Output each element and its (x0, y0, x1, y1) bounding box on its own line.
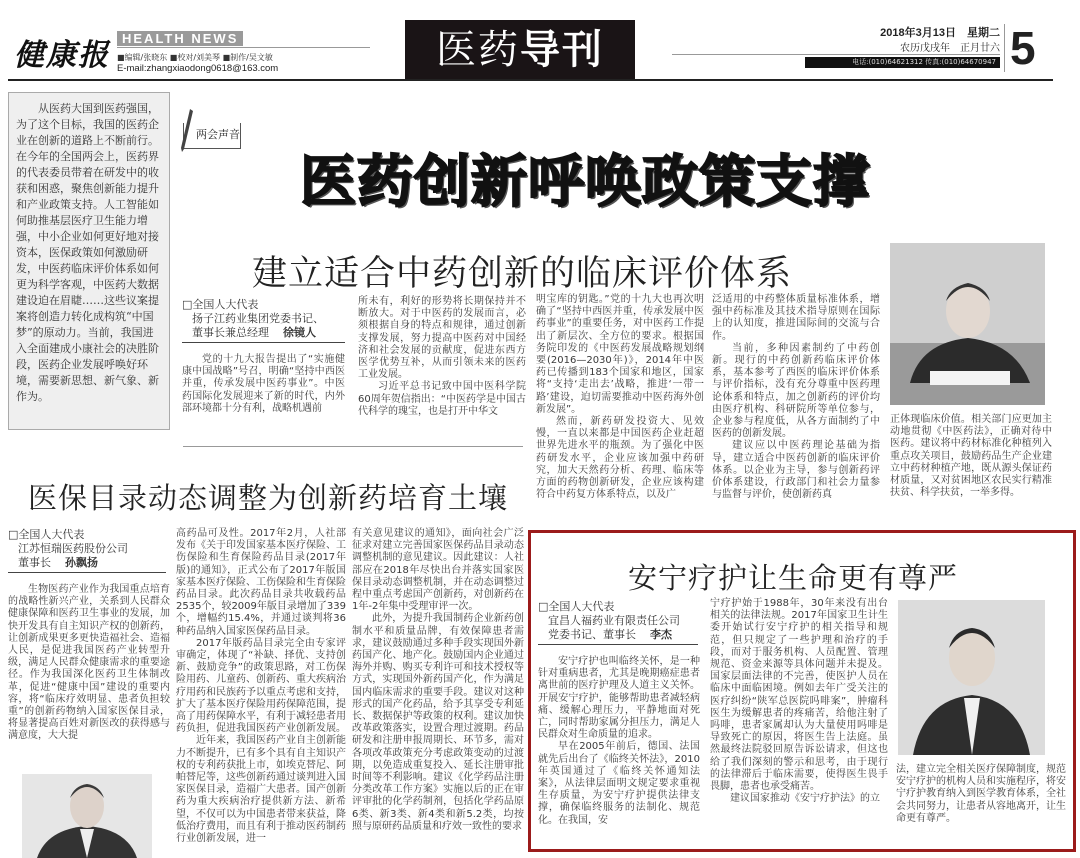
article3-headline: 安宁疗护让生命更有尊严 (628, 561, 959, 595)
byline-title: 党委书记、董事长 (548, 628, 636, 641)
article2-byline (8, 528, 166, 573)
byline-role: □全国人大代表 (538, 600, 615, 613)
byline-org: 扬子江药业集团党委书记、 (192, 312, 324, 325)
byline-org: 江苏恒瑞医药股份公司 (18, 542, 128, 555)
paragraph: 习近平总书记致中国中医科学院60周年贺信指出：“中医药学是中国古代科学的瑰宝，也是打开中华文 (358, 381, 526, 417)
paragraph: 正体现临床价值。相关部门应更加主动地贯彻《中医药法》，正确对待中医药。建议将中药材标准化种植列入重点攻关项目，鼓励药品生产企业建立中药材种植产地，既从源头保证药材质量，又对贫困地区农民实行精准扶贫、科学扶贫，一举多得。 (890, 414, 1052, 499)
newspaper-logo: 健康报 (14, 38, 110, 73)
paragraph: 建议应以中医药理论基础为指导，建立适合中医药创新的临床评价体系。以企业为主导，参与创新药评价体系建设，行政部门和社会力量参与监督与评价，使创新药真 (712, 440, 880, 501)
article3-photo (898, 600, 1045, 755)
byline-name: 李杰 (650, 628, 672, 641)
article1-byline (182, 298, 345, 343)
article2-col3 (352, 528, 524, 833)
paragraph: 泛适用的中药整体质量标准体系，增强中药标准及其技术指导原则在国际上的认知度，推进国际间的交流与合作。 (712, 294, 880, 342)
article3-byline (538, 600, 698, 645)
paragraph: 宁疗护始于1988年，30年来没有出台相关的法律法规。2017年国家卫生计生委开始试行安宁疗护的相关指导和规范，但只规定了一些护理和治疗的手段，而对于服务机构、人员配置、管理规范、资金来源等具体问题并未提及。国家层面法律的不完善，使医护人员在临床中面临困境。例如去年广受关注的医疗纠纷“陕军总医院吗啡案”，肿瘤科医生为缓解患者的疼痛苦，给他注射了吗啡，患者家属却认为大量使用吗啡是导致死亡的原因，将医生告上法庭。虽然最终法院驳回原告诉讼请求，但这也给了我们深刻的警示和思考，由于现行的法律滞后于临床需要，使得医生畏手畏脚，患者也承受痛苦。 (710, 598, 888, 793)
article-divider (183, 446, 523, 447)
portrait-image (898, 600, 1045, 755)
main-headline: 医药创新呼唤政策支撑 (300, 150, 870, 215)
header-rule (8, 79, 1053, 81)
contact-bar: 电话:(010)64621312 传真:(010)64670947 (805, 57, 1000, 68)
health-news-label: HEALTH NEWS (117, 31, 243, 46)
intro-sidebar: 从医药大国到医药强国，为了这个目标，我国的医药企业在创新的道路上不断前行。在今年的全国两会上，医药界的代表委员带着在研发中的收获和困惑，聚焦创新能力提升和产业政策支持。人工智能如何助推基层医疗卫生能力增强，中小企业如何更好地对接资本，医保政策如何激励研发，中医药临床评价体系如何更为科学客观，中医药大数据建设迫在眉睫……这些议案提案将创造力转化成构筑“中国梦”的原动力。当前，我国进入全面建成小康社会的决胜阶段，医药企业发展呼唤好环境，需要新思想、新气象、新作为。 (8, 92, 170, 430)
article1-col1 (182, 354, 345, 415)
byline-role: □全国人大代表 (8, 528, 85, 541)
article1-photo (890, 243, 1045, 405)
issue-date: 2018年3月13日 星期二 (880, 27, 1000, 39)
article1-col5 (890, 414, 1052, 499)
header-divider (117, 47, 370, 48)
editor-email: E-mail:zhangxiaodong0618@163.com (117, 63, 279, 74)
article2-photo (22, 774, 152, 858)
section-title-b: 导刊 (520, 27, 604, 73)
paragraph: 早在2005年前后，德国、法国就先后出台了《临终关怀法》，2010年英国通过了《临终关怀通知法案》，从法律层面明文规定要求重视生存质量，为安宁疗护提供法律支撑，确保临终服务的法制化、规范化。在我国，安 (538, 741, 700, 826)
article1-col4 (712, 294, 880, 501)
paragraph: 2017年版药品目录完全由专家评审确定，体现了“补缺、择优、支持创新、鼓励竞争”的政策思路，对工伤保险用药、儿童药、创新药、重大疾病治疗用药和民族药予以重点考虑和支持，扩大了基本医疗保险用药保障范围，提高了用药保障水平，有利于减轻患者用药负担，促进我国医药产业创新发展。 (176, 637, 346, 735)
paragraph: 当前，多种因素制约了中药创新。现行的中药创新药临床评价体系，基本参考了西医的临床评价体系与评价指标，没有充分尊重中医药理论体系和特点，加之创新药的评价均由医疗机构、科研院所等单位参与，企业参与程度低，从各方面制约了中医药的创新发展。 (712, 342, 880, 440)
byline-title: 董事长 (18, 556, 51, 569)
portrait-image (890, 243, 1045, 405)
article3-col1 (538, 656, 700, 827)
article2-col2 (176, 528, 346, 845)
section-masthead (405, 20, 635, 80)
column-tag (183, 123, 241, 149)
paragraph: 法，建立完全相关医疗保障制度，规范安宁疗护的机构人员和实施程序，将安宁疗护教育纳入到医学教育体系，全社会共同努力，让患者从容地离开，让生命更有尊严。 (896, 764, 1066, 824)
byline-role: □全国人大代表 (182, 298, 259, 311)
editors-credits: ■编辑/张晓东 ■校对/刘美琴 ■制作/吴文敏 (117, 53, 273, 62)
article1-col3 (536, 294, 704, 501)
byline-title: 董事长兼总经理 (192, 326, 269, 339)
column-tag-label: 两会声音 (196, 128, 240, 141)
page-number: 5 (1010, 22, 1036, 74)
article3-col2 (710, 598, 888, 805)
byline-org: 宜昌人福药业有限责任公司 (548, 614, 680, 627)
page-number-divider (1004, 24, 1005, 72)
paragraph: 此外，为提升我国制药企业新药创制水平和质量品牌，有效保障患者需求，建议鼓励通过多种手段实现国外新药国产化、地产化。鼓励国内企业通过海外并购、购买专利许可和技术授权等方式，实现国外新药国产化，作为满足国内临床需求的重要手段。建议对这种形式的国产化药品，给予其享受专利延长、数据保护等政策的权利。建议加快改革政策落实，设置合理过渡期。药品研发和注册申报周期长、环节多，需对各项改革政策充分考虑政策变动的过渡期，以免造成重复投入、延长注册审批时间等不利影响。建议《化学药品注册分类改革工作方案》实施以后的正在审评审批的化学药制剂，包括化学药品原6类、新3类、新4类和新5.2类，均按照与原研药品质量和疗效一致性的要求 (352, 613, 524, 832)
article2-col1 (8, 584, 170, 743)
paragraph: 安宁疗护也叫临终关怀，是一种针对重病患者，尤其是晚期癌症患者离世前的医疗护理及人道主义关怀。开展安宁疗护，能够帮助患者减轻病痛、缓解心理压力，平静地面对死亡，同时帮助家属分担压力，满足人民群众对生命质量的追求。 (538, 656, 700, 741)
paragraph: 然而，新药研发投资大、见效慢，一直以来都是中国医药企业赶超世界先进水平的瓶颈。为了强化中医药研发水平，企业应该加强中药研究，加大天然药分析、药理、临床等方面的药物创新研发，企业应该构建符合中药复方体系特点，以及广 (536, 416, 704, 501)
header-divider-right (672, 54, 1000, 55)
section-title-a: 医药 (436, 27, 520, 73)
paragraph: 有关意见建议的通知》，面向社会广泛征求对建立完善国家医保药品目录动态调整机制的意见建议。因此建议：人社部应在2018年尽快出台并落实国家医保目录动态调整机制，并在动态调整过程中重点考虑国产创新药，对创新药在1年-2年集中受理审评一次。 (352, 528, 524, 613)
byline-name: 徐镜人 (283, 326, 316, 339)
article1-col2 (358, 296, 526, 418)
paragraph: 明宝库的钥匙。”党的十九大也再次明确了“坚持中西医并重，传承发展中医药事业”的重要任务，对中医药工作提出了新层次、全方位的要求。根据国务院印发的《中医药发展战略规划纲要(2016—2030年)》，2014年中医药已传播到183个国家和地区，国家将“支持‘走出去’战略，推进‘一带一路’建设，迫切需要推动中医药海外创新发展”。 (536, 294, 704, 415)
paragraph: 高药品可及性。2017年2月，人社部发布《关于印发国家基本医疗保险、工伤保险和生育保险药品目录(2017年版)的通知》，正式公布了2017年版国家基本医疗保险、工伤保险和生育保险药品目录。此次药品目录共收载药品2535个，较2009年版目录增加了339个，增幅约15.4%，并通过谈判将36种药品纳入国家医保药品目录。 (176, 528, 346, 637)
paragraph: 建议国家推动《安宁疗护法》的立 (730, 793, 880, 805)
paragraph: 党的十九大报告提出了“实施健康中国战略”号召，明确“坚持中西医并重，传承发展中医药事业”。中医药国际化发展迎来了新的时代，内外部环境都十分有利，战略机遇前 (182, 354, 345, 414)
article2-headline: 医保目录动态调整为创新药培育土壤 (28, 481, 509, 515)
portrait-image (22, 774, 152, 858)
byline-name: 孙飘扬 (65, 556, 98, 569)
article3-col3 (896, 764, 1066, 825)
lunar-date: 农历戊戌年 正月廿六 (900, 43, 1000, 54)
paragraph: 所未有，利好的形势将长期保持并不断放大。对于中医药的发展而言，必须根据自身的特点和规律，通过创新支撑发展，努力提高中医药对中国经济和社会发展的贡献度，促进东西方医学优势互补，从而引领未来的医药工业发展。 (358, 296, 526, 381)
paragraph: 生物医药产业作为我国重点培育的战略性新兴产业，关系到人民群众健康保障和医药卫生事业的发展，加快开发具有自主知识产权的创新药，让创新成果更多更快造福社会、造福人民，是促进我国医药产业转型升级，满足人民群众健康需求的重要途径。作为我国深化医药卫生体制改革，促进“健康中国”建设的重要内容，将“临床疗效明显、患者负担较重”的创新药物纳入国家医保目录，将显著提高百姓对新医改的获得感与满意度，大大提 (8, 584, 170, 742)
paragraph: 近年来，我国医药产业自主创新能力不断提升，已有多个具有自主知识产权的专利药获批上市，如埃克替尼、阿帕替尼等，这些创新药通过谈判进入国家医保目录，造福广大患者。国产创新药为重大疾病治疗提供新方法、新希望，不仅可以为中国患者带来获益，降低治疗费用，而且有利于推动医药制药行业创新发展，进一 (176, 735, 346, 845)
article1-headline: 建立适合中药创新的临床评价体系 (252, 254, 793, 294)
pen-icon (180, 109, 194, 153)
